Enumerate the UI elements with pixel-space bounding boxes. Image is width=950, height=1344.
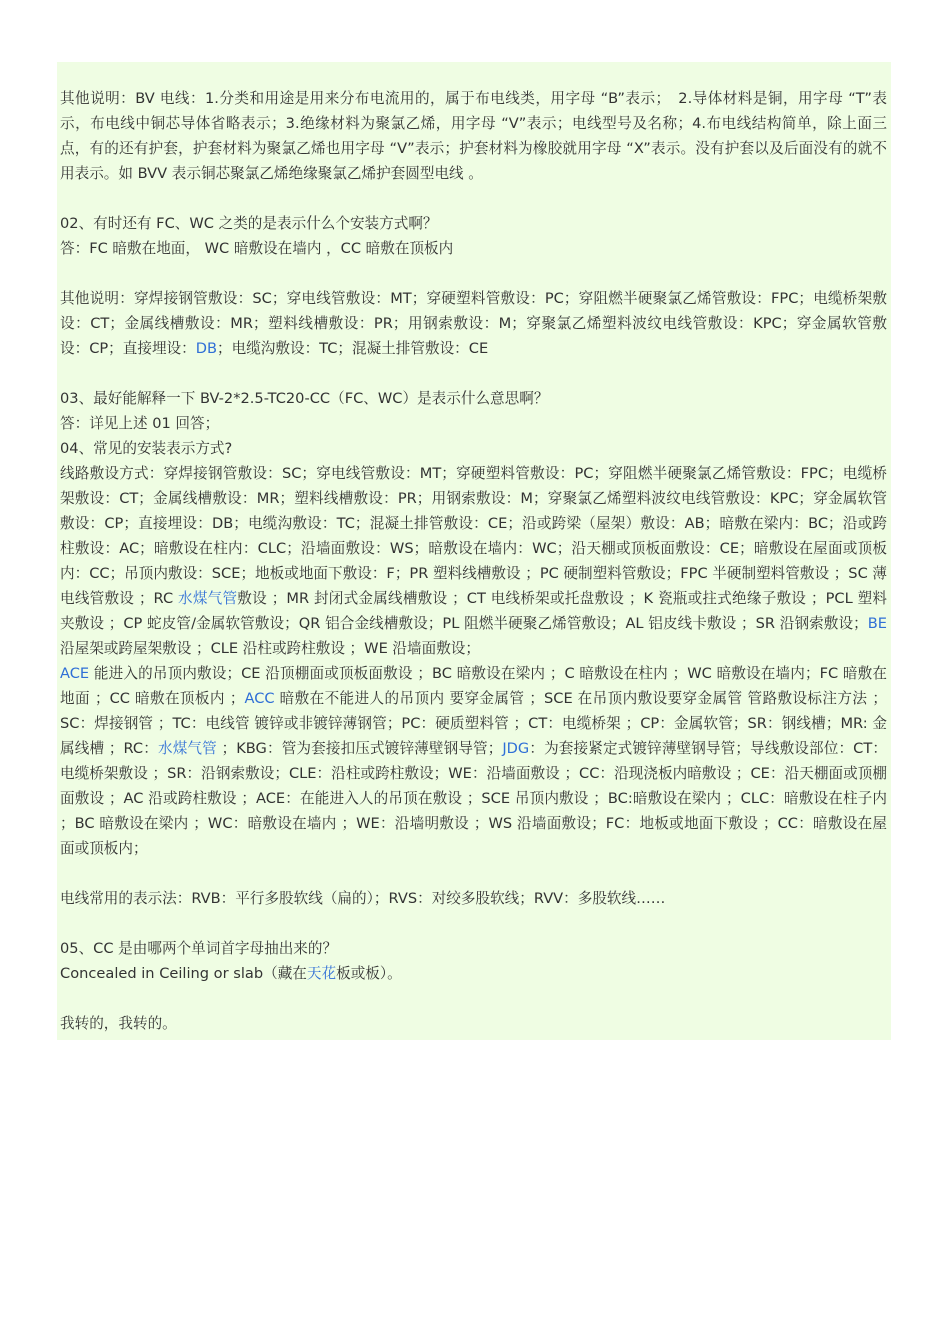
notation-text-a: 能进入的吊顶内敷设；CE 沿顶棚面或顶板面敷设 ；BC 暗敷设在梁内 ；C 暗敷设在柱内 ；WC 暗敷设在墙内；FC 暗敷在地面 ；CC 暗敷在顶板内 ； bbox=[60, 665, 887, 707]
answer-03: 答：详见上述 01 回答； bbox=[60, 415, 220, 432]
jdg-link[interactable]: JDG bbox=[502, 740, 530, 757]
repost-note: 我转的，我转的。 bbox=[60, 1015, 177, 1032]
answer-02: 答：FC 暗敷在地面， WC 暗敷设在墙内 ，CC 暗敷在顶板内 bbox=[60, 240, 454, 257]
spacer bbox=[60, 186, 887, 211]
spacer bbox=[60, 986, 887, 1011]
pipe-notation-methods bbox=[60, 661, 887, 861]
answer-05-text-a: Concealed in Ceiling or slab（藏在 bbox=[60, 965, 307, 982]
installation-text-c: 沿屋架或跨屋架敷设 ；CLE 沿柱或跨柱敷设 ；WE 沿墙面敷设； bbox=[60, 640, 481, 657]
spacer bbox=[60, 261, 887, 286]
ceiling-link[interactable]: 天花 bbox=[306, 965, 337, 982]
notation-text-d: ：为套接紧定式镀锌薄壁钢导管；导线敷设部位：CT：电缆桥架敷设 ；SR：沿钢索敷设；CLE：沿柱或跨柱敷设；WE：沿墙面敷设 ；CC：沿现浇板内暗敷设 ；CE：沿天棚面或顶棚面敷设 ；AC 沿或跨柱敷设 ；ACE：在能进入人的吊顶在敷设 ；SCE 吊顶内敷设 ；BC:暗敷设在梁内 ；CLC：暗敷设在柱子内 ；BC 暗敷设在梁内 ；WC：暗敷设在墙内 ；WE：沿墙明敷设 ；WS 沿墙面敷设；FC：地板或地面下敷设 ；CC：暗敷设在屋面或顶板内； bbox=[60, 740, 887, 857]
question-04: 04、常见的安装表示方式? bbox=[60, 440, 233, 457]
notation-text-c: ；KBG：管为套接扣压式镀锌薄壁钢导管； bbox=[216, 740, 503, 757]
installation-methods bbox=[60, 461, 887, 661]
answer-05 bbox=[60, 961, 887, 986]
gas-pipe-link-2[interactable]: 水煤气管 bbox=[157, 740, 217, 757]
gas-pipe-link[interactable]: 水煤气管 bbox=[178, 590, 238, 607]
question-03: 03、最好能解释一下 BV-2*2.5-TC20-CC（FC、WC）是表示什么意思啊？ bbox=[60, 390, 549, 407]
spacer bbox=[60, 361, 887, 386]
laying-method-list bbox=[60, 286, 887, 361]
question-05: 05、CC 是由哪两个单词首字母抽出来的？ bbox=[60, 940, 338, 957]
bv-wire-explanation: 其他说明：BV 电线：1.分类和用途是用来分布电流用的，属于布电线类，用字母 “B”表示； 2.导体材料是铜，用字母 “T”表示，布电线中铜芯导体省略表示；3.绝缘材料为聚氯乙烯，用字母 “V”表示；电线型号及名称；4.布电线结构简单，除上面三点，有的还有护套，护套材料为聚氯乙烯也用字母 “V”表示；护套材料为橡胶就用字母 “X”表示。没有护套以及后面没有的就不用表示。如 BVV 表示铜芯聚氯乙烯绝缘聚氯乙烯护套圆型电线 。 bbox=[60, 90, 887, 182]
be-link[interactable]: BE bbox=[867, 615, 887, 632]
installation-text-b: 敷设 ；MR 封闭式金属线槽敷设 ；CT 电线桥架或托盘敷设 ；K 瓷瓶或拄式绝缘子敷设 ；PCL 塑料夹敷设 ；CP 蛇皮管/金属软管敷设；QR 铝合金线槽敷设；PL 阻燃半硬聚乙烯管敷设；AL 铝皮线卡敷设 ；SR 沿钢索敷设； bbox=[60, 590, 887, 632]
spacer bbox=[60, 911, 887, 936]
laying-method-text-a: 其他说明：穿焊接钢管敷设：SC；穿电线管敷设：MT；穿硬塑料管敷设：PC；穿阻燃半硬聚氯乙烯管敷设：FPC；电缆桥架敷设：CT；金属线槽敷设：MR；塑料线槽敷设：PR；用钢索敷设：M；穿聚氯乙烯塑料波纹电线管敷设：KPC；穿金属软管敷设：CP；直接埋设： bbox=[60, 290, 887, 357]
notation-text-b: 暗敷在不能进人的吊顶内 要穿金属管 ；SCE 在吊顶内敷设要穿金属管 管路敷设标注方法 ；SC：焊接钢管 ；TC：电线管 镀锌或非镀锌薄钢管；PC：硬质塑料管 ；CT：电缆桥架 ；CP：金属软管；SR：钢线槽；MR: 金属线槽 ；RC： bbox=[60, 690, 887, 757]
laying-method-text-b: ；电缆沟敷设：TC；混凝土排管敷设：CE bbox=[217, 340, 489, 357]
wire-notation: 电线常用的表示法：RVB：平行多股软线（扁的）；RVS：对绞多股软线；RVV：多股软线…… bbox=[60, 890, 666, 907]
spacer bbox=[60, 861, 887, 886]
question-02: 02、有时还有 FC、WC 之类的是表示什么个安装方式啊？ bbox=[60, 215, 438, 232]
installation-text-a: 线路敷设方式：穿焊接钢管敷设：SC；穿电线管敷设：MT；穿硬塑料管敷设：PC；穿阻燃半硬聚氯乙烯管敷设：FPC；电缆桥架敷设：CT；金属线槽敷设：MR；塑料线槽敷设：PR；用钢索敷设：M；穿聚氯乙烯塑料波纹电线管敷设：KPC；穿金属软管敷设：CP；直接埋设：DB；电缆沟敷设：TC；混凝土排管敷设：CE；沿或跨梁（屋架）敷设：AB；暗敷在梁内：BC；沿或跨柱敷设：AC；暗敷设在柱内：CLC；沿墙面敷设：WS；暗敷设在墙内：WC；沿天棚或顶板面敷设：CE；暗敷设在屋面或顶板内：CC；吊顶内敷设：SCE；地板或地面下敷设：F；PR 塑料线槽敷设 ；PC 硬制塑料管敷设；FPC 半硬制塑料管敷设 ；SC 薄电线管敷设 ；RC bbox=[60, 465, 887, 607]
db-link[interactable]: DB bbox=[195, 340, 217, 357]
answer-05-text-b: 板或板）。 bbox=[336, 965, 402, 982]
ace-link[interactable]: ACE bbox=[60, 665, 90, 682]
acc-link[interactable]: ACC bbox=[244, 690, 275, 707]
document-body bbox=[57, 62, 891, 1040]
